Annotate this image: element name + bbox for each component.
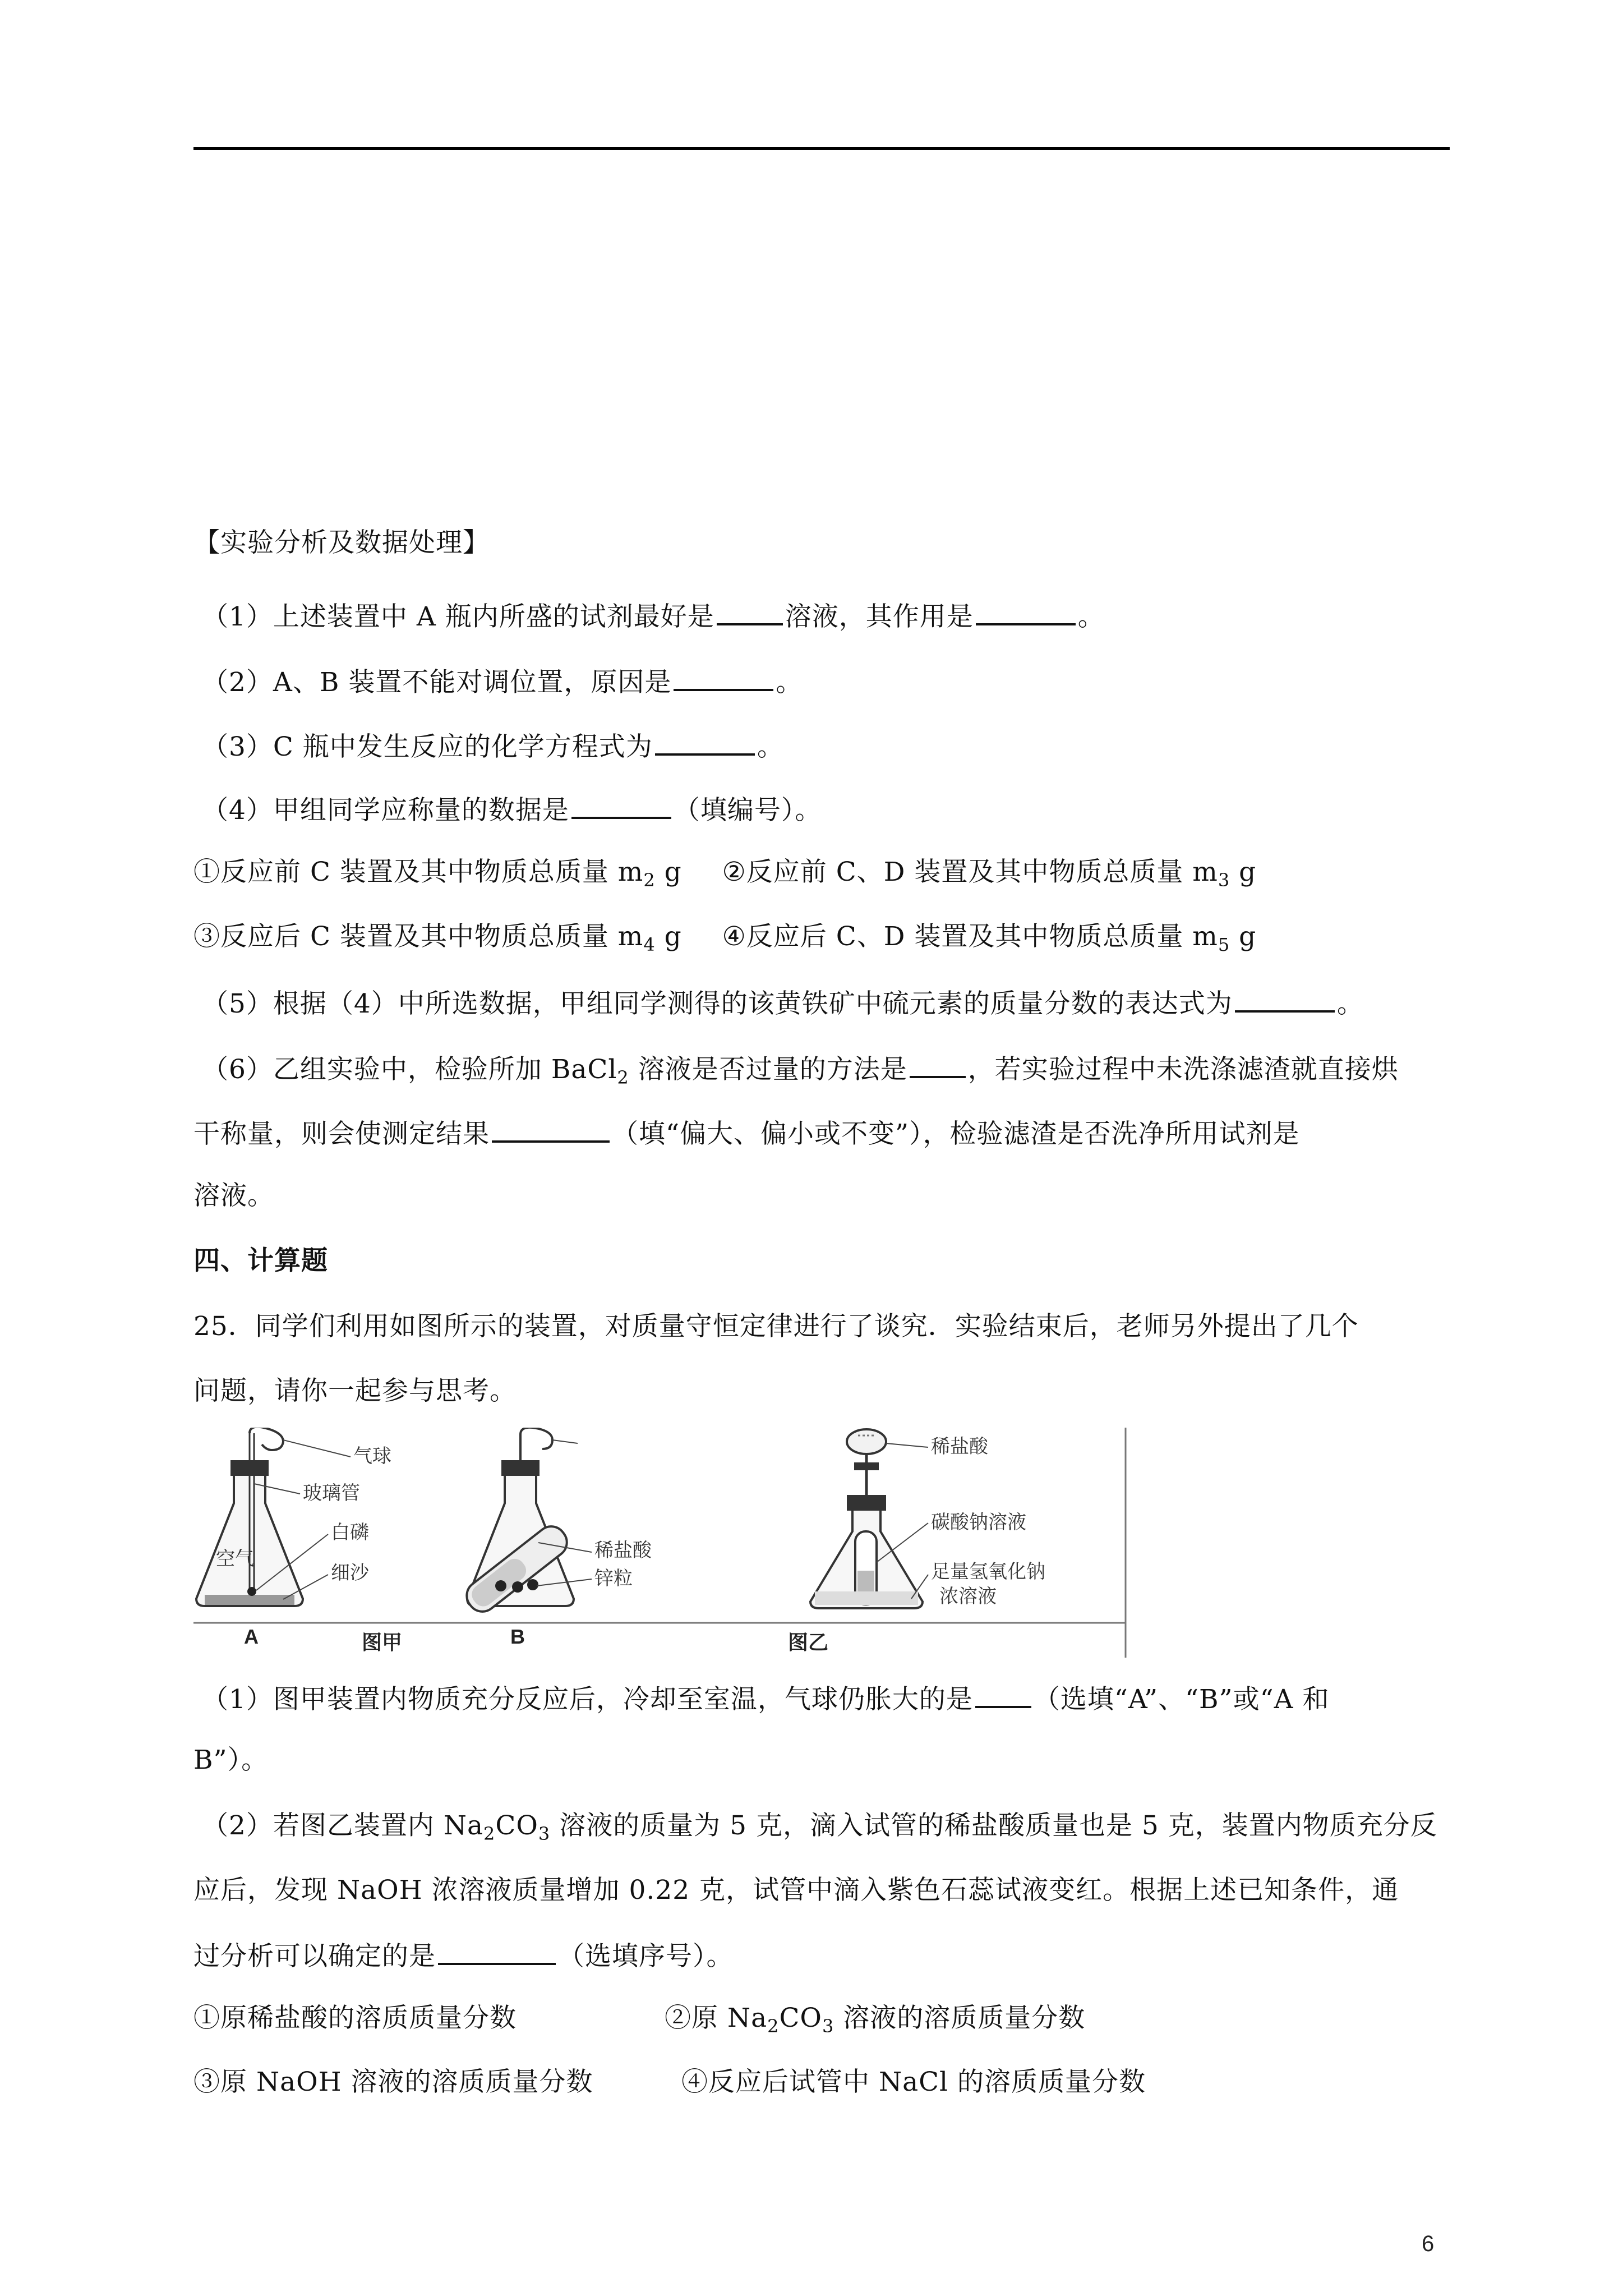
question-6-end xyxy=(193,1179,1450,1213)
figure-question-2-line2 xyxy=(193,1874,1450,1907)
choices-row-1 xyxy=(193,2001,1450,2035)
label-dilute-hcl-c: 稀盐酸 xyxy=(931,1436,988,1457)
question-1 xyxy=(202,597,1458,634)
q4-text: （填编号）。 xyxy=(673,795,822,826)
section-title xyxy=(193,526,1450,560)
figure-question-1-cont xyxy=(193,1743,1450,1777)
caption-jia: 图甲 xyxy=(362,1631,403,1654)
answer-blank[interactable] xyxy=(717,597,783,625)
answer-blank[interactable] xyxy=(674,663,773,691)
choice-1: ①原稀盐酸的溶质质量分数 xyxy=(193,2003,517,2033)
question-2 xyxy=(202,663,1458,700)
f2-text: （选填序号）。 xyxy=(558,1941,734,1972)
q6-text: （6）乙组实验中，检验所加 BaCl xyxy=(202,1054,617,1085)
label-white-phosphorus: 白磷 xyxy=(331,1522,369,1543)
answer-blank[interactable] xyxy=(492,1115,610,1143)
answer-blank[interactable] xyxy=(910,1050,966,1078)
label-glass-tube: 玻璃管 xyxy=(303,1483,360,1504)
q5-text: 。 xyxy=(1336,988,1364,1019)
answer-blank[interactable] xyxy=(571,791,671,819)
q6-text: ，若实验过程中未洗涤滤渣就直接烘 xyxy=(967,1054,1399,1085)
answer-blank[interactable] xyxy=(976,597,1076,625)
option-4: ④反应后 C、D 装置及其中物质总质量 $m_5$ g xyxy=(722,921,1257,955)
figure-question-2: （2）若图乙装置内 $Na_2CO_3$ 溶液的质量为 5 克，滴入试管的稀盐酸质量也是 5 克，装置内物质充分反 xyxy=(202,1810,1437,1844)
options-row-1 xyxy=(193,855,1450,889)
choice-3: ③原 NaOH 溶液的溶质质量分数 xyxy=(193,2067,593,2097)
question-4 xyxy=(202,791,1458,827)
q5-text: （5）根据（4）中所选数据，甲组同学测得的该黄铁矿中硫元素的质量分数的表达式为 xyxy=(202,988,1233,1019)
caption-yi: 图乙 xyxy=(788,1631,829,1654)
page-number: 6 xyxy=(1422,2231,1435,2256)
flask-a xyxy=(196,1428,303,1606)
section-title-text: 【实验分析及数据处理】 xyxy=(193,527,490,558)
q1-text: 。 xyxy=(1077,601,1105,632)
p25-text: 问题，请你一起参与思考。 xyxy=(193,1375,517,1406)
q1-text: 溶液，其作用是 xyxy=(785,601,974,632)
label-dilute-hcl-b: 稀盐酸 xyxy=(594,1540,652,1561)
label-balloon: 气球 xyxy=(353,1446,391,1467)
option-3: ③反应后 C 装置及其中物质总质量 $m_4$ g xyxy=(193,921,682,955)
question-3 xyxy=(202,728,1458,764)
q2-text: 。 xyxy=(776,667,803,698)
experiment-figure xyxy=(193,1428,1127,1658)
question-5 xyxy=(202,984,1458,1021)
problem-25-line2 xyxy=(193,1374,1450,1408)
q2-text: （2）A、B 装置不能对调位置，原因是 xyxy=(202,667,672,698)
options-row-2 xyxy=(193,920,1450,954)
q6-text: 干称量，则会使测定结果 xyxy=(193,1119,490,1149)
f2-text: 应后，发现 NaOH 浓溶液质量增加 0.22 克，试管中滴入紫色石蕊试液变红。根据上述已知条件，通 xyxy=(193,1875,1399,1906)
q4-text: （4）甲组同学应称量的数据是 xyxy=(202,795,569,826)
q1-text: （1）上述装置中 A 瓶内所盛的试剂最好是 xyxy=(202,601,714,632)
f1-text: （选填“A”、“B”或“A 和 xyxy=(1033,1684,1330,1715)
choices-row-2 xyxy=(193,2065,1450,2099)
question-6: （6）乙组实验中，检验所加 BaCl$_2$ 溶液是否过量的方法是 ，若实验过程中未洗涤滤渣就直接烘 xyxy=(202,1050,1458,1087)
label-air: 空气 xyxy=(216,1548,254,1570)
choice-2: ②原 $Na_2CO_3$ 溶液的溶质质量分数 xyxy=(665,2003,1086,2037)
label-b: B xyxy=(510,1625,525,1648)
question-6-cont xyxy=(193,1115,1450,1151)
label-fine-sand: 细沙 xyxy=(331,1562,369,1584)
label-a: A xyxy=(244,1625,259,1648)
f2-text: 过分析可以确定的是 xyxy=(193,1941,436,1972)
f2-text: （2）若图乙装置内 Na xyxy=(202,1810,483,1841)
figure-question-2-line3 xyxy=(193,1937,1450,1973)
answer-blank[interactable] xyxy=(655,728,755,756)
flask-c xyxy=(810,1429,923,1608)
label-na2co3-solution: 碳酸钠溶液 xyxy=(931,1512,1026,1533)
q6-text: 溶液。 xyxy=(193,1180,274,1211)
answer-blank[interactable] xyxy=(438,1937,556,1965)
q3-text: 。 xyxy=(757,731,784,762)
header-rule xyxy=(193,147,1450,150)
q6-text: 溶液是否过量的方法是 xyxy=(629,1054,907,1085)
option-2: ②反应前 C、D 装置及其中物质总质量 $m_3$ g xyxy=(722,857,1257,891)
label-naoh-2: 浓溶液 xyxy=(939,1586,997,1607)
option-1: ①反应前 C 装置及其中物质总质量 $m_2$ g xyxy=(193,857,682,891)
label-zinc: 锌粒 xyxy=(594,1568,633,1589)
answer-blank[interactable] xyxy=(1235,984,1335,1013)
f1-text: （1）图甲装置内物质充分反应后，冷却至室温，气球仍胀大的是 xyxy=(202,1684,973,1715)
choice-4: ④反应后试管中 NaCl 的溶质质量分数 xyxy=(681,2067,1146,2097)
answer-blank[interactable] xyxy=(975,1680,1031,1708)
section-4-heading: 四、计算题 xyxy=(193,1245,328,1276)
q6-text: （填“偏大、偏小或不变”），检验滤渣是否洗净所用试剂是 xyxy=(612,1119,1300,1149)
flask-b xyxy=(461,1428,574,1617)
f1-text: B”）。 xyxy=(193,1745,269,1775)
label-naoh-1: 足量氢氧化钠 xyxy=(931,1561,1045,1582)
problem-25-line1: 25．同学们利用如图所示的装置，对质量守恒定律进行了谈究．实验结束后，老师另外提出了几个 xyxy=(193,1311,1359,1342)
figure-question-1 xyxy=(202,1680,1458,1717)
q3-text: （3）C 瓶中发生反应的化学方程式为 xyxy=(202,731,653,762)
